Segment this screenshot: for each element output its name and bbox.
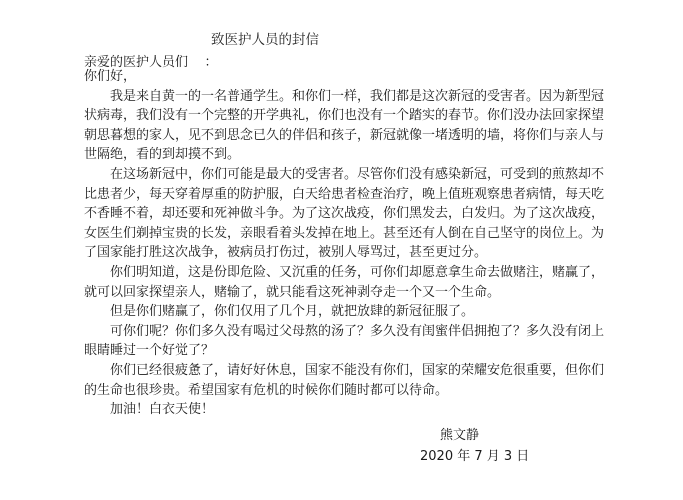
paragraph-3: 你们明知道，这是份即危险、又沉重的任务，可你们却愿意拿生命去做赌注，赌赢了，就可以回家探望亲人，赌输了，就只能看这死神剥夺走一个又一个生命。 xyxy=(84,264,605,300)
letter-salutation: 亲爱的医护人员们 ： xyxy=(84,55,218,70)
letter-title: 致医护人员的封信 xyxy=(211,32,319,48)
paragraph-5: 可你们呢？你们多久没有喝过父母熬的汤了？多久没有闺蜜伴侣拥抱了？多久没有闭上眼睛睡过一个好觉了？ xyxy=(84,323,605,359)
closing-line: 加油！白衣天使！ xyxy=(110,402,215,418)
letter-greeting: 你们好， xyxy=(84,69,137,84)
paragraph-1: 我是来自黄一的一名普通学生。和你们一样，我们都是这次新冠的受害者。因为新型冠状病毒，我们没有一个完整的开学典礼，你们也没有一个踏实的春节。你们没办法回家探望朝思暮想的家人，见不到思念已久的伴侣和孩子，新冠就像一堵透明的墙，将你们与亲人与世隔绝，看的到却摸不到。 xyxy=(84,88,605,163)
signature: 熊文静 xyxy=(440,428,480,443)
paragraph-6: 你们已经很疲惫了，请好好休息，国家不能没有你们，国家的荣耀安危很重要，但你们的生命也很珍贵。希望国家有危机的时候你们随时都可以待命。 xyxy=(84,362,605,398)
paragraph-4: 但是你们赌赢了，你们仅用了几个月，就把放肆的新冠征服了。 xyxy=(110,304,475,320)
letter-date: 2020 年 7 月 3 日 xyxy=(420,449,530,464)
paragraph-2: 在这场新冠中，你们可能是最大的受害者。尽管你们没有感染新冠，可受到的煎熬却不比患者少，每天穿着厚重的防护服，白天给患者检查治疗，晚上值班观察患者病情，每天吃不香睡不着，却还要和死神做斗争。为了这次战疫，你们黑发去，白发归。为了这次战疫，女医生们剃掉宝贵的长发，亲眼看着头发掉在地上。甚至还有人倒在自己坚守的岗位上。为了国家能打胜这次战争，被病员打伤过，被别人辱骂过，甚至更过分。 xyxy=(84,166,605,261)
letter-body xyxy=(84,67,604,420)
